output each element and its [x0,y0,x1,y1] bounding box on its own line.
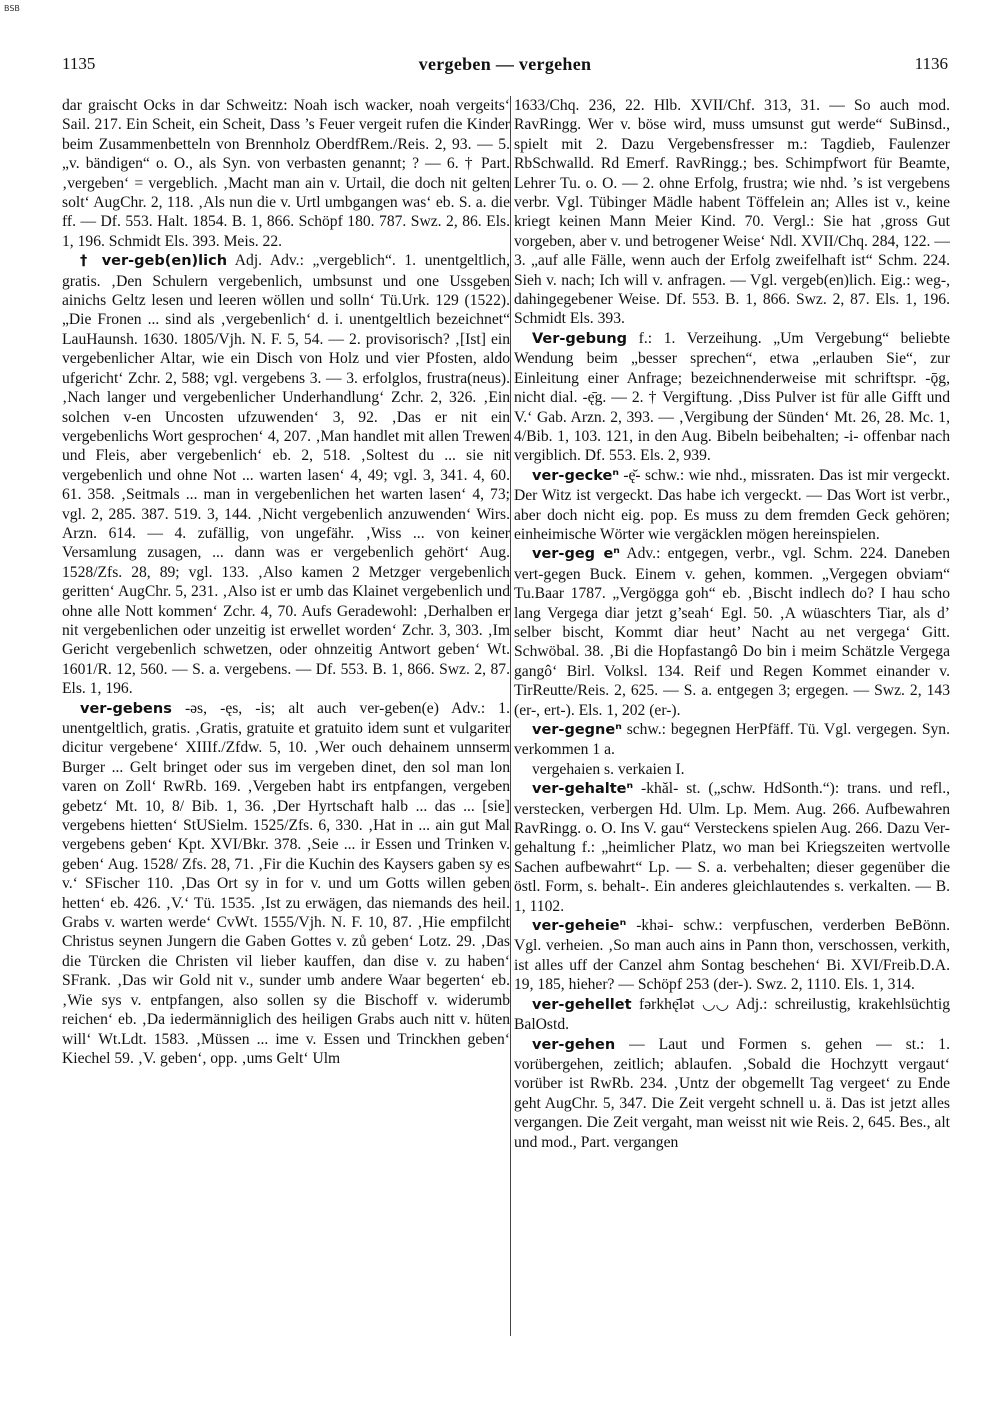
entry-vergecken [514,466,950,545]
lemma: ver-geg eⁿ [532,546,620,563]
entry-text: fərkhę̄lət ◡◡ Adj.: schreilustig, krakehlsüchtig BalOstd. [514,995,950,1034]
lemma: Ver-gebung [532,330,628,347]
entry-vergehaien: vergehaien s. verkaien I. [532,760,685,778]
entry-continuation: 1633/Chq. 236, 22. Hlb. XVII/Chf. 313, 31. — So auch mod. RavRingg. Wer v. böse wird, muss umsunst gut werde“ SuBinsd., spielt mit 2. Dazu Vergebensfresser m.: Tagdieb, Faulenzer RbSchwalld. Rd Emerf. RavRingg.; bes. Schimpfwort für Beamte, Lehrer Tu. o. O. — 2. ohne Erfolg, frustra; wie nhd. ’s ist vergebens verbr. Vgl. Tübinger Mädle habent Töffelein an; Alles ist v., keine kriegt keinen Mann Meier Kind. 70. Vergl.: Sie hat ‚gross Gut vorgeben, aber v. und betrogener Weise‘ Ndl. XVII/Chq. 284, 122. — 3. „auf alle Fälle, wenn auch der Erfolg zweifelhaft ist“ Schm. 224. Sieh v. nach; Ich will v. anfragen. — Vgl. vergeb(en)lich. Eig.: weg-, dahingegebener Weise. Df. 553. B. 1, 866. Swz. 2, 87. Els. 1, 196. Schmidt Els. 393. [514,97,950,328]
entry-vergeheien [514,916,950,995]
entry-vergegnen [514,720,950,760]
page-number-right: 1136 [914,54,948,73]
entry-continuation: dar graischt Ocks in dar Schweitz: Noah isch wacker, noah vergeits‘ Sail. 217. Ein Scheit, ein Scheit, Dass ’s Feuer vergeit rufen die Kinder beim Zusammenbetteln von Brennholz OberdfRem./Reis. 2, 93. — 5. „v. bändigen“ o. O., als Syn. von verbasten genannt; ? — 6. † Part. ‚vergeben‘ = vergeblich. ‚Macht man ain v. Urtail, die doch nit gelten solt‘ AugChr. 2, 118. ‚Als nun die v. Urtl umbgangen was‘ eb. S. a. die ff. — Df. 553. Halt. 1854. B. 1, 866. Schöpf 180. 787. Swz. 2, 86. Els. 1, 196. Schmidt Els. 393. Meis. 22. [62,97,510,250]
left-column [62,96,510,1376]
column-divider [510,96,511,1336]
entry-text: -khəi- schw.: verpfuschen, verderben BeBönn. Vgl. verheien. ‚So man auch ains in Pann thon, verschossen, verkith, ist alles uff der Canzel ahm Sontag beschehen‘ Bi. XVI/Freib.D.A. 19, 185, hieher? — Schöpf 253 (der-). Swz. 2, 1110. Els. 1, 314. [514,917,950,994]
lemma: † ver-geb(en)lich [80,253,228,270]
entry-vergehen [514,1035,950,1152]
right-column [514,96,950,1376]
entry-vergehalten [514,779,950,916]
page-number-left: 1135 [62,54,96,73]
lemma: ver-gehellet [532,996,632,1013]
entry-text: schw.: begegnen HerPfäff. Tü. Vgl. vergegen. Syn. verkommen 1 a. [514,721,950,759]
entry-vergeblich [62,251,510,698]
library-stamp: BSB [4,4,20,13]
lemma: ver-gegneⁿ [532,722,622,738]
entry-text: f.: 1. Verzeihung. „Um Vergebung“ beliebte Wendung beim „besser sprechen“, etwa „erlauben Sie“, zur Einleitung einer Anfrage; bezeichnenderweise mit schriftspr. -ǭg, nicht dial. -ę̄g. — 2. † Vergiftung. ‚Diss Pulver ist für alle Gifft und V.‘ Gab. Arzn. 2, 393. — ‚Vergibung der Sünden‘ Mt. 26, 28. Mc. 1, 4/Bib. 1, 103. 121, in den Aug. Bibeln beibehalten; -i- offenbar nach vergiblich. Df. 553. Els. 2, 939. [514,329,950,465]
lemma: ver-gebens [80,700,172,717]
running-header [62,54,948,80]
entry-text: -əs, -ęs, -is; alt auch ver-geben(e) Adv.: 1. unentgeltlich, gratis. ‚Gratis, gratuite et gratuito idem sunt et vulgariter dicitur vergebene‘ XIIIf./Zfdw. 5, 10. ‚Wer ouch dehainem unnserm Burger ... Gelt bringet oder sus im vergeben dinet, den sol man lon varen on Zoll‘ RwRb. 169. ‚Vergeben habt irs entpfangen, vergeben gebetz‘ Mt. 10, 8/ Bib. 1, 36. ‚Der Hyrtschaft halb ... das ... [sie] vergebens hietten‘ StUSielm. 1525/Zfs. 6, 330. ‚Hat in ... ain gut Mal vergebens geben‘ Kpt. XVI/Bkr. 378. ‚Seie ... ir Essen und Trinken v. geben‘ Aug. 1528/ Zfs. 28, 71. ‚Fir die Kuchin des Kaysers gaben sy es v.‘ SFischer 110. ‚Das Ort sy in for v. und um Gotts willen geben hetten‘ eb. 426. ‚V.‘ Tü. 1535. ‚Ist zu erwägen, das niemands des heil. Grabs v. warten werde‘ CvWt. 1555/Vjh. N. F. 10, 87. ‚Hie empfilcht Christus seynen Jungern die Gaben Gottes v. zů geben‘ Lotz. 29. ‚Das die Türcken die Christen vil lieber kauffen, dan dise v. zu haben‘ SFrank. ‚Das wir Gold nit v., sunder umb andere Waar begerten‘ eb. ‚Wie sys v. entpfangen, also sollen sy die Bischoff v. widerumb reichen‘ eb. ‚Da iedermänniglich des heiligen Grabs auch nitt v. hüten will‘ Wt.Ldt. 1583. ‚Müssen ... ime v. Essen und Trinckhen geben‘ Kiechel 59. ‚V. geben‘, opp. ‚ums Gelt‘ Ulm [62,699,510,1067]
lemma: ver-geheieⁿ [532,918,627,935]
page-title: vergeben — vergehen [418,54,592,74]
lemma: ver-gehalteⁿ [532,781,634,798]
entry-text: Adj. Adv.: „vergeblich“. 1. unentgeltlich, gratis. ‚Den Schulern vergebenlich, umbsunst und one Ussgeben ainichs Geltz lesen und leeren wöllen und solln‘ Tü.Urk. 129 (1522). „Die Fronen ... sind als ‚vergebenlich‘ d. i. unentgeltlich bezeichnet“ LauHaunsh. 1630. 1805/Vjh. N. F. 5, 54. — 2. provisorisch? ‚[Ist] ein vergebenlicher Altar, wie ein Disch von Holz und vier Pfosten, aldo ufgericht‘ Zchr. 2, 588; vgl. vergebens 3. — 3. erfolglos, frustra(neus). ‚Nach langer und vergebenlicher Underhandlung‘ Zchr. 2, 326. ‚Ein solchen v-en Uncosten ufzuwenden‘ 3, 92. ‚Das er nit ein vergebenlichs Wort gesprochen‘ 4, 207. ‚Man handlet mit allen Trewen und Fleis, aber vergebenlich‘ eb. 2, 518. ‚Soltest du ... sie nit vergebenlich und ohne Not ... warten lasen‘ 4, 49; vgl. 3, 341. 4, 60. 61. 358. ‚Seitmals ... man in vergebenlichen het warten lasen‘ 4, 73; vgl. 2, 285. 387. 519. 3, 144. ‚Nicht vergebenlich anzuwenden‘ Wirs. Arzn. 614. — 4. zufällig, von ungefähr. ‚Wiss ... von keiner Versamlung zusagen, ... dann was er vergebenlich gehört‘ Aug. 1528/Zfs. 28, 89; vgl. 133. ‚Also kamen 2 Metzger vergebenlich geritten‘ AugChr. 5, 231. ‚Also ist er umb das Klainet vergebenlich und ohne alle Nott kommen‘ Zchr. 4, 70. Aufs Geradewohl: ‚Derhalben er nit vergebenlichen oder unzeitig ist erwellet worden‘ Zchr. 3, 303. ‚Im Gericht vergebenlich schwetzen, oder ohnzeitig Antwort geben‘ Wt. 1601/R. 12, 560. — S. a. vergebens. — Df. 553. B. 1, 866. Swz. 2, 87. Els. 1, 196. [62,252,510,698]
entry-vergehellet [514,995,950,1035]
entry-text: -ę̆- schw.: wie nhd., missraten. Das ist mir vergeckt. Der Witz ist vergeckt. Das habe ich vergeckt. — Das Wort ist verbr., aber doch nicht eig. pop. Es muss zu dem fremden Geck gehören; einheimische Wörter wie vergäcklen mögen hereinspielen. [514,466,950,543]
lemma: ver-geckeⁿ [532,467,619,484]
entry-vergebens [62,699,510,1069]
entry-vergegen [514,544,950,720]
entry-text: — Laut und Formen s. gehen — st.: 1. vorübergehen, zeitlich; ablaufen. ‚Sobald die Hochzytt vergaut‘ vorüber ist RwRb. 234. ‚Untz der obgemellt Tag vergeet‘ zu Ende geht AugChr. 5, 347. Die Zeit vergeht schnell u. ä. Das ist jetzt alles vergangen. Die Zeit vergaht, man weisst nit wie Reis. 2, 645. Bes., alt und mod., Part. vergangen [514,1035,950,1151]
entry-text: Adv.: entgegen, verbr., vgl. Schm. 224. Daneben vert-gegen Buck. Einem v. gehen, kommen. „Vergegen obviam“ Tu.Baar 1787. „Vergögga goh“ eb. ‚Bischt indlech do? I hau scho lang Vergega diar jetzt g’seah‘ Egl. 50. ‚A wüaschters Tiar, als d’ selber bischt, Kommt diar heut’ Nacht au net vergega‘ Gitt. Schwöbal. 38. ‚Bi die Hopfastangô Do bin i meim Schätzle Vergega gangô‘ Birl. Volksl. 134. Reif und Regen Kommet einander v. TirReutte/Reis. 2, 625. — S. a. entgegen 3; ergegen. — Swz. 2, 143 (er-, ert-). Els. 1, 202 (er-). [514,545,950,719]
entry-vergebung [514,329,950,466]
entry-text: -khăl- st. („schw. HdSonth.“): trans. und refl., verstecken, verbergen Hd. Ulm. Lp. Mem. Aug. 266. Aufbewahren RavRingg. o. O. Ins V. gau“ Versteckens spielen Aug. 266. Dazu Ver-gehaltung f.: „heimlicher Platz, wo man bei Kriegszeiten wertvolle Sachen aufbewahrt“ Lp. — S. a. verbehalten; dieser gegenüber die östl. Form, s. behalt-. Ein anderes gleichlautendes s. verkalten. — B. 1, 1102. [514,780,950,915]
lemma: ver-gehen [532,1036,616,1053]
